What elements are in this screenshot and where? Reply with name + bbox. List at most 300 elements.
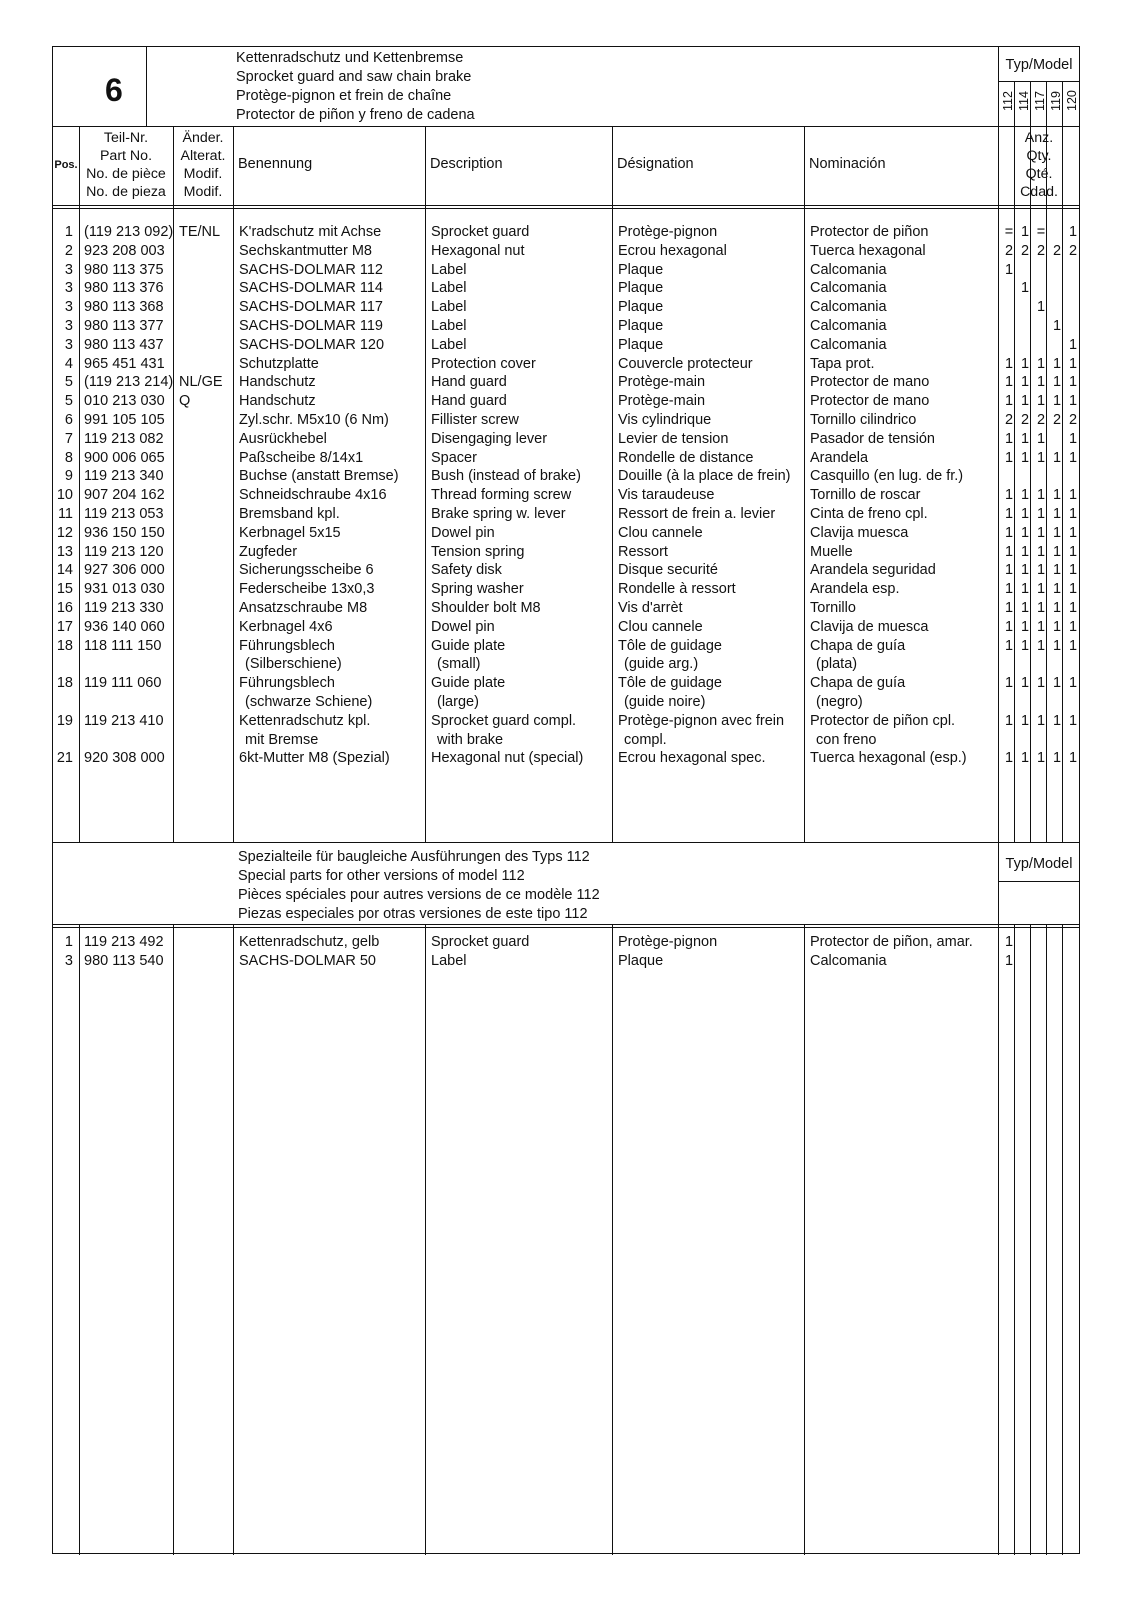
part-number: 907 204 162	[84, 487, 165, 504]
row-pos: 13	[56, 543, 73, 560]
alteration: Q	[179, 393, 191, 410]
table-row	[53, 618, 1081, 637]
part-number: 927 306 000	[84, 562, 165, 579]
qty-cell: 1	[1036, 430, 1046, 447]
model-columns-header	[1000, 83, 1080, 119]
table-row	[53, 449, 1081, 468]
qty-cell: 1	[1052, 637, 1062, 654]
name-de-cont: mit Bremse	[245, 731, 319, 748]
header-alterat-3: Modif.	[183, 166, 223, 182]
qty-cell: 1	[1036, 506, 1046, 522]
row-pos: 3	[64, 299, 73, 316]
part-number: 119 213 330	[84, 600, 164, 616]
qty-cell: 1	[1052, 543, 1062, 560]
name-es: Calcomania	[810, 318, 887, 334]
name-en: Shoulder bolt M8	[431, 600, 541, 616]
name-de: Sicherungsscheibe 6	[239, 562, 374, 579]
part-number: 900 006 065	[84, 449, 165, 466]
name-es: Clavija muesca	[810, 524, 909, 541]
qty-cell: 2	[1004, 242, 1014, 259]
row-pos: 3	[64, 952, 73, 969]
qty-cell: 1	[1004, 430, 1014, 447]
name-en: Hand guard	[431, 393, 507, 410]
name-fr: Vis cylindrique	[618, 412, 712, 428]
part-number: 119 213 410	[84, 712, 164, 729]
part-number: 118 111 150	[84, 637, 162, 654]
name-es: Calcomania	[810, 299, 887, 316]
part-number: 010 213 030	[84, 393, 165, 410]
qty-cell: 1	[1020, 562, 1030, 579]
name-en: Safety disk	[431, 562, 502, 579]
part-number: 920 308 000	[84, 750, 165, 767]
qty-cell: 1	[1036, 562, 1046, 579]
row-pos: 9	[64, 468, 73, 485]
table-row	[53, 749, 1081, 768]
qty-cell: 1	[1036, 581, 1046, 598]
name-es: Protector de piñon, amar.	[810, 934, 973, 950]
name-en: Label	[431, 318, 467, 334]
name-en: Brake spring w. lever	[431, 506, 566, 522]
section-title-es: Protector de piñon y freno de cadena	[236, 107, 475, 123]
header-part-no-3: No. de pièce	[86, 166, 166, 182]
name-es: Tornillo de roscar	[810, 487, 921, 504]
qty-cell: 1	[1052, 355, 1062, 372]
qty-cell: 1	[1036, 449, 1046, 466]
table-row	[53, 933, 1081, 952]
qty-cell: 1	[1004, 524, 1014, 541]
row-pos: 7	[64, 430, 73, 447]
name-fr: Disque securité	[618, 562, 718, 579]
name-en: Guide plate	[431, 675, 506, 692]
qty-cell: 1	[1036, 637, 1046, 654]
name-fr: Protège-pignon avec frein	[618, 712, 785, 729]
name-es: Protector de mano	[810, 374, 930, 391]
name-en: Label	[431, 336, 467, 353]
name-fr: Rondelle de distance	[618, 449, 754, 466]
row-pos: 3	[64, 336, 73, 353]
qty-cell: 1	[1004, 750, 1014, 767]
part-number: 965 451 431	[84, 355, 165, 372]
qty-cell: 1	[1068, 430, 1078, 447]
qty-cell: 1	[1004, 562, 1014, 579]
name-es: Protector de piñon	[810, 224, 929, 240]
name-fr: Couvercle protecteur	[618, 355, 753, 372]
qty-cell: 2	[1068, 412, 1078, 428]
qty-cell: 1	[1068, 618, 1078, 635]
name-es: Calcomania	[810, 336, 887, 353]
row-pos: 18	[56, 637, 73, 654]
part-number: 119 213 340	[84, 468, 164, 485]
qty-cell: 1	[1020, 750, 1030, 767]
table-row	[53, 486, 1081, 505]
name-de: 6kt-Mutter M8 (Spezial)	[239, 750, 390, 767]
table-row	[53, 505, 1081, 524]
row-pos: 5	[64, 393, 73, 410]
section-number: 6	[105, 72, 123, 108]
row-pos: 11	[57, 506, 73, 522]
qty-cell: 1	[1020, 280, 1030, 297]
name-en-cont: (small)	[437, 656, 481, 673]
table-row	[53, 543, 1081, 562]
row-pos: 6	[64, 412, 73, 428]
name-fr: Rondelle à ressort	[618, 581, 736, 598]
name-en-cont: (large)	[437, 694, 479, 710]
name-de: SACHS-DOLMAR 50	[239, 952, 376, 969]
header-pos: Pos.	[54, 159, 78, 171]
name-de: SACHS-DOLMAR 117	[239, 299, 383, 316]
name-es: Tuerca hexagonal	[810, 242, 926, 259]
name-de: SACHS-DOLMAR 120	[239, 336, 385, 353]
row-pos: 2	[64, 242, 73, 259]
part-number: 980 113 375	[84, 261, 164, 278]
special-title-de: Spezialteile für baugleiche Ausführungen des Typs 112	[238, 849, 590, 865]
name-fr: Plaque	[618, 299, 664, 316]
qty-cell: 1	[1068, 581, 1078, 598]
header-benennung: Benennung	[238, 156, 313, 172]
qty-cell: 1	[1036, 487, 1046, 504]
alteration: TE/NL	[179, 224, 221, 240]
header-nominacion: Nominación	[809, 156, 886, 172]
table-row	[53, 637, 1081, 656]
name-de: Bremsband kpl.	[239, 506, 340, 522]
qty-cell: 1	[1052, 393, 1062, 410]
row-pos: 3	[64, 280, 73, 297]
section-title-en: Sprocket guard and saw chain brake	[236, 69, 472, 85]
section-title-de: Kettenradschutz und Kettenbremse	[236, 50, 464, 66]
name-fr: Ressort de frein a. levier	[618, 506, 776, 522]
special-title-fr: Pièces spéciales pour autres versions de ce modèle 112	[238, 887, 600, 903]
name-fr: Ecrou hexagonal	[618, 242, 727, 259]
name-de: SACHS-DOLMAR 114	[239, 280, 383, 297]
name-de: Kettenradschutz kpl.	[239, 712, 371, 729]
name-es: Cinta de freno cpl.	[810, 506, 928, 522]
part-number: 119 111 060	[84, 675, 162, 692]
table-row	[53, 674, 1081, 693]
name-en: Tension spring	[431, 543, 525, 560]
part-number: (119 213 092)	[84, 224, 174, 240]
qty-cell: 1	[1068, 637, 1078, 654]
name-de: SACHS-DOLMAR 112	[239, 261, 383, 278]
qty-cell: 1	[1052, 449, 1062, 466]
qty-cell: 1	[1036, 750, 1046, 767]
name-de: Ansatzschraube M8	[239, 600, 368, 616]
name-es: Clavija de muesca	[810, 618, 929, 635]
table-row	[53, 298, 1081, 317]
name-fr: Vis taraudeuse	[618, 487, 715, 504]
qty-cell: 1	[1004, 449, 1014, 466]
model-120: 120	[1065, 90, 1079, 112]
header-qty-1: Anz.	[1024, 130, 1054, 146]
name-en: Hexagonal nut (special)	[431, 750, 584, 767]
qty-cell: 1	[1052, 487, 1062, 504]
part-number: 931 013 030	[84, 581, 165, 598]
name-es: Tapa prot.	[810, 355, 875, 372]
row-pos: 12	[56, 524, 73, 541]
name-fr: Tôle de guidage	[618, 675, 722, 692]
qty-cell: 1	[1036, 299, 1046, 316]
name-de: Führungsblech	[239, 675, 335, 692]
name-en: Spring washer	[431, 581, 524, 598]
header-qty-2: Qty.	[1026, 148, 1052, 164]
name-fr: Ecrou hexagonal spec.	[618, 750, 766, 767]
qty-cell: 1	[1052, 581, 1062, 598]
name-fr: Protège-main	[618, 393, 706, 410]
qty-cell: 1	[1068, 600, 1078, 616]
qty-cell: 1	[1004, 487, 1014, 504]
qty-cell: 1	[1052, 506, 1062, 522]
name-en: Label	[431, 280, 467, 297]
model-114: 114	[1017, 91, 1031, 111]
part-number: 936 150 150	[84, 524, 165, 541]
name-fr: Plaque	[618, 261, 664, 278]
qty-cell: 1	[1004, 637, 1014, 654]
name-es: Tornillo	[810, 600, 856, 616]
model-117: 117	[1033, 91, 1047, 111]
name-es: Protector de mano	[810, 393, 930, 410]
name-de: Zugfeder	[239, 543, 298, 560]
row-pos: 8	[64, 449, 73, 466]
qty-cell: 2	[1036, 412, 1046, 428]
header-description: Description	[430, 156, 503, 172]
name-fr: Douille (à la place de frein)	[618, 468, 791, 485]
qty-cell: 1	[1036, 712, 1046, 729]
name-es: Arandela	[810, 449, 869, 466]
row-pos: 17	[56, 618, 73, 635]
table-row	[53, 712, 1081, 731]
qty-cell: 1	[1068, 675, 1078, 692]
name-es-cont: (negro)	[816, 694, 863, 710]
table-row-continuation	[53, 655, 1081, 674]
name-fr: Clou cannele	[618, 618, 703, 635]
name-en: Sprocket guard	[431, 224, 530, 240]
name-fr: Plaque	[618, 952, 664, 969]
table-row	[53, 223, 1081, 242]
qty-cell: 1	[1068, 449, 1078, 466]
header-alterat-2: Alterat.	[180, 148, 226, 164]
qty-cell: 1	[1020, 393, 1030, 410]
qty-cell: 1	[1020, 712, 1030, 729]
qty-cell: 1	[1020, 637, 1030, 654]
table-row	[53, 336, 1081, 355]
qty-cell: 1	[1036, 600, 1046, 616]
part-number: 980 113 377	[84, 318, 164, 334]
part-number: 119 213 082	[84, 430, 164, 447]
name-fr: Clou cannele	[618, 524, 703, 541]
qty-cell: 1	[1052, 675, 1062, 692]
row-pos: 14	[56, 562, 73, 579]
qty-cell: 1	[1020, 355, 1030, 372]
row-pos: 1	[64, 934, 73, 950]
name-en: Protection cover	[431, 355, 536, 372]
header-alterat-4: Modif.	[183, 184, 223, 200]
name-en: Hexagonal nut	[431, 242, 525, 259]
qty-cell: 1	[1004, 712, 1014, 729]
part-number: 119 213 053	[84, 506, 164, 522]
qty-cell: 1	[1036, 355, 1046, 372]
special-title-es: Piezas especiales por otras versiones de este tipo 112	[238, 906, 588, 922]
name-de: Schneidschraube 4x16	[239, 487, 387, 504]
qty-cell: 1	[1068, 355, 1078, 372]
qty-cell: 1	[1020, 600, 1030, 616]
name-fr: Tôle de guidage	[618, 637, 722, 654]
name-de: SACHS-DOLMAR 119	[239, 318, 383, 334]
qty-cell: 1	[1004, 581, 1014, 598]
qty-cell: 1	[1020, 506, 1030, 522]
name-fr-cont: (guide arg.)	[624, 656, 699, 673]
name-es-cont: (plata)	[816, 656, 858, 673]
qty-cell: 1	[1036, 524, 1046, 541]
qty-cell: 1	[1068, 487, 1078, 504]
header-designation: Désignation	[617, 156, 694, 172]
table-row	[53, 580, 1081, 599]
row-pos: 3	[64, 261, 73, 278]
row-pos: 5	[64, 374, 73, 391]
name-fr-cont: (guide noire)	[624, 694, 706, 710]
name-de: Kettenradschutz, gelb	[239, 934, 380, 950]
table-row	[53, 467, 1081, 486]
qty-cell: 1	[1052, 318, 1062, 334]
part-number: 119 213 492	[84, 934, 164, 950]
qty-cell: 1	[1020, 224, 1030, 240]
special-typ-model-label: Typ/Model	[1005, 856, 1073, 872]
row-pos: 4	[64, 355, 73, 372]
header-alterat-1: Änder.	[182, 130, 224, 146]
qty-cell: 1	[1052, 600, 1062, 616]
name-en: Label	[431, 299, 467, 316]
name-fr: Ressort	[618, 543, 668, 560]
part-number: 980 113 376	[84, 280, 164, 297]
table-row	[53, 317, 1081, 336]
part-number: 923 208 003	[84, 242, 165, 259]
part-number: (119 213 214)	[84, 374, 174, 391]
section-title-fr: Protège-pignon et frein de chaîne	[236, 88, 452, 104]
name-es-cont: con freno	[816, 731, 877, 748]
qty-cell: 1	[1036, 618, 1046, 635]
qty-cell: 1	[1020, 581, 1030, 598]
name-es: Calcomania	[810, 280, 887, 297]
name-de: Ausrückhebel	[239, 430, 327, 447]
typ-model-label: Typ/Model	[1005, 57, 1073, 73]
name-de: Zyl.schr. M5x10 (6 Nm)	[239, 412, 389, 428]
name-en: Guide plate	[431, 637, 506, 654]
part-number: 119 213 120	[84, 543, 164, 560]
name-fr: Plaque	[618, 280, 664, 297]
name-fr: Protège-main	[618, 374, 706, 391]
name-en: Label	[431, 952, 467, 969]
header-part-no-1: Teil-Nr.	[103, 130, 149, 146]
part-number: 936 140 060	[84, 618, 165, 635]
qty-cell: 1	[1052, 618, 1062, 635]
qty-cell: 1	[1004, 934, 1014, 950]
row-pos: 19	[56, 712, 73, 729]
name-en-cont: with brake	[437, 731, 504, 748]
row-pos: 3	[64, 318, 73, 334]
qty-cell: 1	[1020, 449, 1030, 466]
table-row	[53, 355, 1081, 374]
qty-cell: 1	[1004, 952, 1014, 969]
row-pos: 10	[56, 487, 73, 504]
name-es: Pasador de tensión	[810, 430, 935, 447]
qty-cell: 1	[1004, 393, 1014, 410]
name-es: Tornillo cilindrico	[810, 412, 917, 428]
table-row	[53, 242, 1081, 261]
qty-cell: =	[1004, 224, 1014, 240]
name-en: Disengaging lever	[431, 430, 548, 447]
qty-cell: 2	[1020, 412, 1030, 428]
name-es: Chapa de guía	[810, 637, 906, 654]
qty-cell: 1	[1068, 543, 1078, 560]
table-row	[53, 561, 1081, 580]
model-119: 119	[1049, 91, 1063, 111]
qty-cell: 1	[1068, 562, 1078, 579]
name-de: Federscheibe 13x0,3	[239, 581, 375, 598]
qty-cell: 2	[1020, 242, 1030, 259]
qty-cell: 1	[1004, 618, 1014, 635]
qty-cell: 1	[1020, 487, 1030, 504]
name-en: Thread forming screw	[431, 487, 572, 504]
name-en: Bush (instead of brake)	[431, 468, 581, 485]
name-de: Handschutz	[239, 393, 316, 410]
qty-cell: 1	[1020, 430, 1030, 447]
name-es: Tuerca hexagonal (esp.)	[810, 750, 967, 767]
name-fr: Protège-pignon	[618, 224, 718, 240]
name-en: Fillister screw	[431, 412, 519, 428]
name-es: Arandela seguridad	[810, 562, 936, 579]
qty-cell: 1	[1068, 712, 1078, 729]
name-de: Schutzplatte	[239, 355, 319, 372]
table-row	[53, 430, 1081, 449]
row-pos: 18	[56, 675, 73, 692]
name-es: Protector de piñon cpl.	[810, 712, 956, 729]
name-en: Dowel pin	[431, 618, 495, 635]
name-es: Arandela esp.	[810, 581, 900, 598]
name-de: K'radschutz mit Achse	[239, 224, 382, 240]
name-en: Label	[431, 261, 467, 278]
part-number: 980 113 368	[84, 299, 164, 316]
part-number: 980 113 437	[84, 336, 164, 353]
name-de: Kerbnagel 5x15	[239, 524, 341, 541]
name-de: Buchse (anstatt Bremse)	[239, 468, 399, 485]
name-es: Casquillo (en lug. de fr.)	[810, 468, 964, 485]
qty-cell: 1	[1052, 750, 1062, 767]
name-fr: Levier de tension	[618, 430, 729, 447]
table-row	[53, 373, 1081, 392]
name-es: Chapa de guía	[810, 675, 906, 692]
qty-cell: 2	[1036, 242, 1046, 259]
row-pos: 1	[64, 224, 73, 240]
qty-cell: 2	[1052, 412, 1062, 428]
alteration: NL/GE	[179, 374, 223, 391]
name-en: Spacer	[431, 449, 477, 466]
table-row	[53, 392, 1081, 411]
qty-cell: 1	[1036, 393, 1046, 410]
qty-cell: 1	[1068, 374, 1078, 391]
table-row-continuation	[53, 693, 1081, 712]
qty-cell: 1	[1052, 712, 1062, 729]
header-part-no-4: No. de pieza	[86, 184, 166, 200]
name-de-cont: (schwarze Schiene)	[245, 694, 373, 710]
name-fr: Protège-pignon	[618, 934, 718, 950]
qty-cell: 1	[1004, 543, 1014, 560]
name-de: Handschutz	[239, 374, 316, 391]
qty-cell: 1	[1020, 618, 1030, 635]
table-row	[53, 261, 1081, 280]
table-row	[53, 279, 1081, 298]
qty-cell: 1	[1068, 224, 1078, 240]
qty-cell: =	[1036, 224, 1046, 240]
name-fr: Vis d'arrèt	[618, 600, 683, 616]
name-es: Calcomania	[810, 952, 887, 969]
